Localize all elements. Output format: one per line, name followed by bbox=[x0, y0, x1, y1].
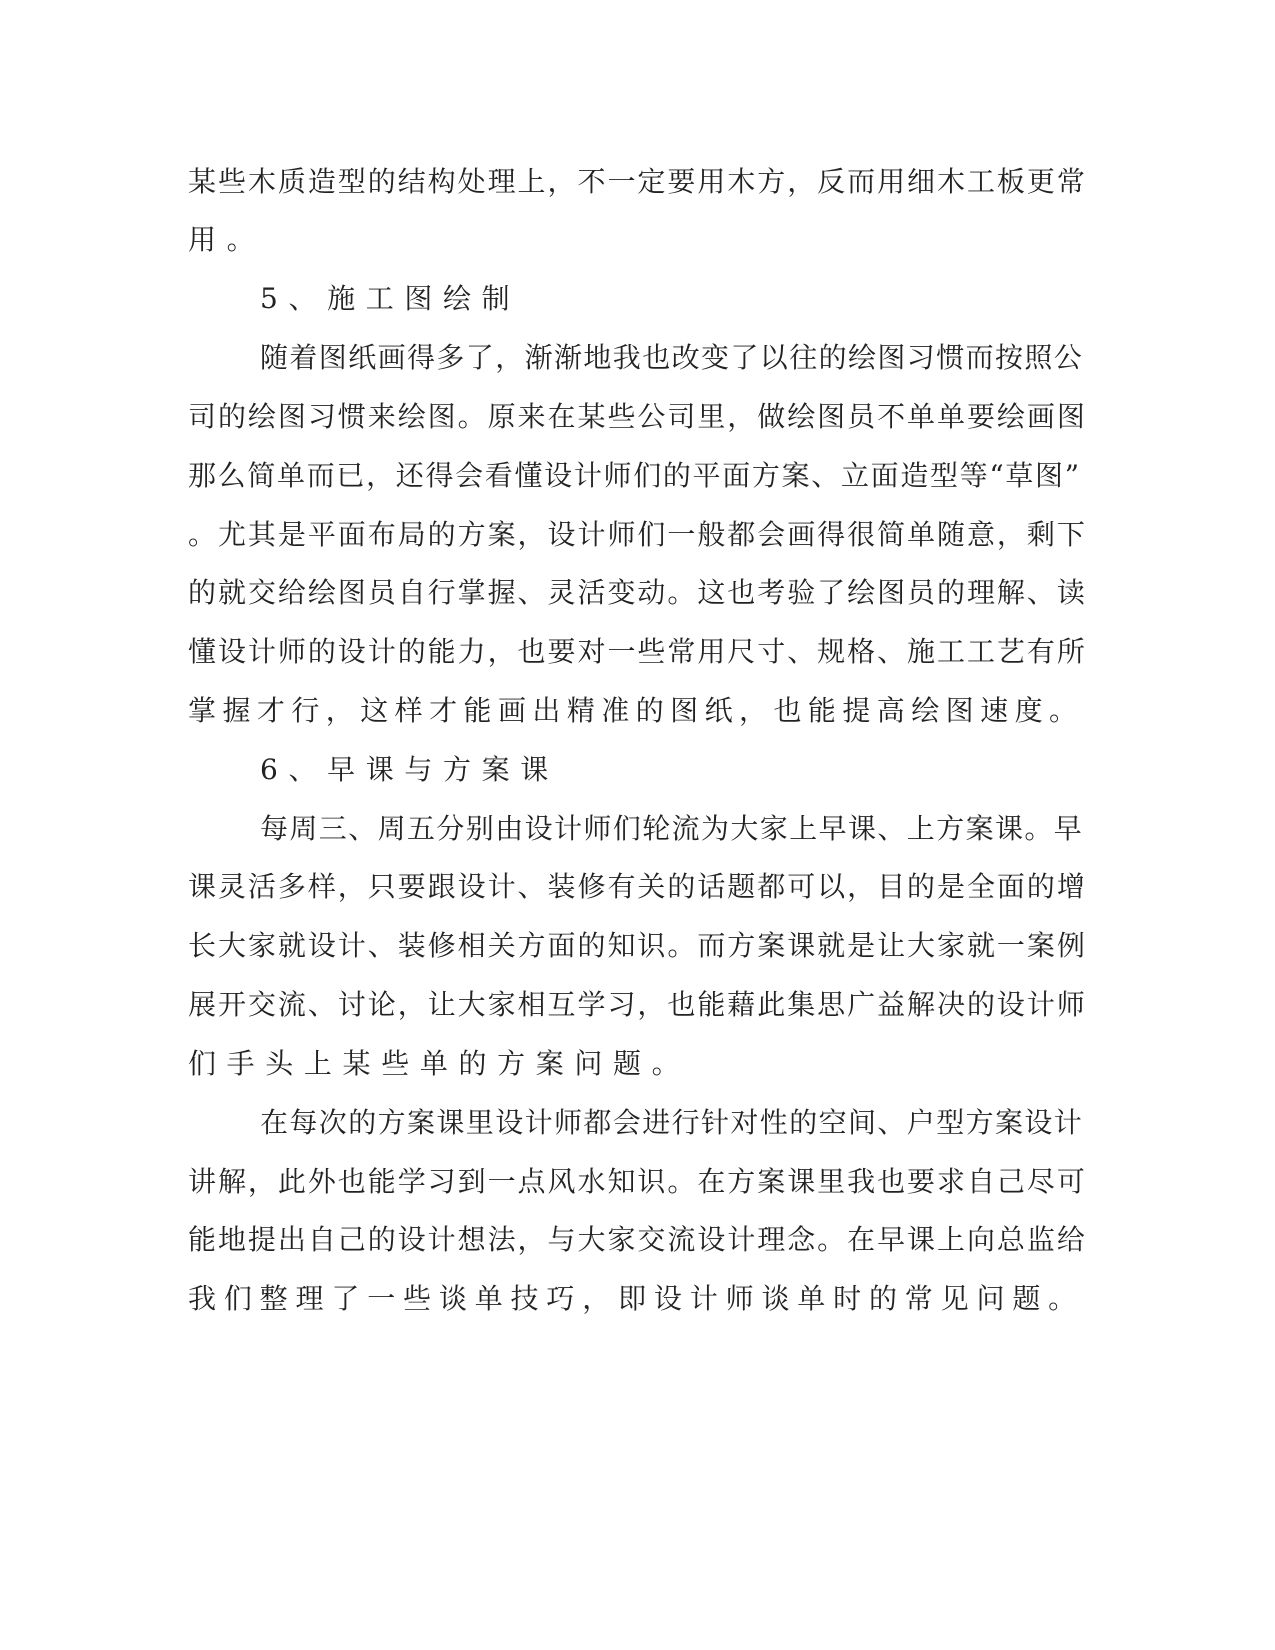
text-line: 随着图纸画得多了，渐渐地我也改变了以往的绘图习惯而按照公 bbox=[260, 341, 1084, 374]
text-line: 长大家就设计、装修相关方面的知识。而方案课就是让大家就一案例 bbox=[188, 929, 1087, 962]
text-line: 展开交流、讨论，让大家相互学习，也能藉此集思广益解决的设计师 bbox=[188, 988, 1087, 1021]
text-line: 们手头上某些单的方案问题。 bbox=[188, 1047, 691, 1080]
text-line: 。尤其是平面布局的方案，设计师们一般都会画得很简单随意，剩下 bbox=[188, 518, 1087, 551]
text-line: 那么简单而已，还得会看懂设计师们的平面方案、立面造型等“草图” bbox=[188, 459, 1081, 492]
text-line: 每周三、周五分别由设计师们轮流为大家上早课、上方案课。早 bbox=[260, 812, 1084, 845]
text-line: 讲解，此外也能学习到一点风水知识。在方案课里我也要求自己尽可 bbox=[188, 1165, 1087, 1198]
text-line: 的就交给绘图员自行掌握、灵活变动。这也考验了绘图员的理解、读 bbox=[188, 576, 1087, 609]
text-line: 我们整理了一些谈单技巧，即设计师谈单时的常见问题。 bbox=[188, 1282, 1085, 1315]
text-line: 懂设计师的设计的能力，也要对一些常用尺寸、规格、施工工艺有所 bbox=[188, 635, 1087, 668]
section-heading: 5、施工图绘制 bbox=[260, 282, 521, 315]
text-line: 用。 bbox=[188, 223, 266, 256]
text-line: 能地提出自己的设计想法，与大家交流设计理念。在早课上向总监给 bbox=[188, 1223, 1087, 1256]
text-line: 某些木质造型的结构处理上，不一定要用木方，反而用细木工板更常 bbox=[188, 165, 1087, 198]
text-line: 司的绘图习惯来绘图。原来在某些公司里，做绘图员不单单要绘画图 bbox=[188, 400, 1087, 433]
text-line: 在每次的方案课里设计师都会进行针对性的空间、户型方案设计 bbox=[260, 1106, 1084, 1139]
section-heading: 6、早课与方案课 bbox=[260, 753, 559, 786]
text-line: 掌握才行，这样才能画出精准的图纸，也能提高绘图速度。 bbox=[188, 694, 1084, 727]
text-line: 课灵活多样，只要跟设计、装修有关的话题都可以，目的是全面的增 bbox=[188, 870, 1087, 903]
